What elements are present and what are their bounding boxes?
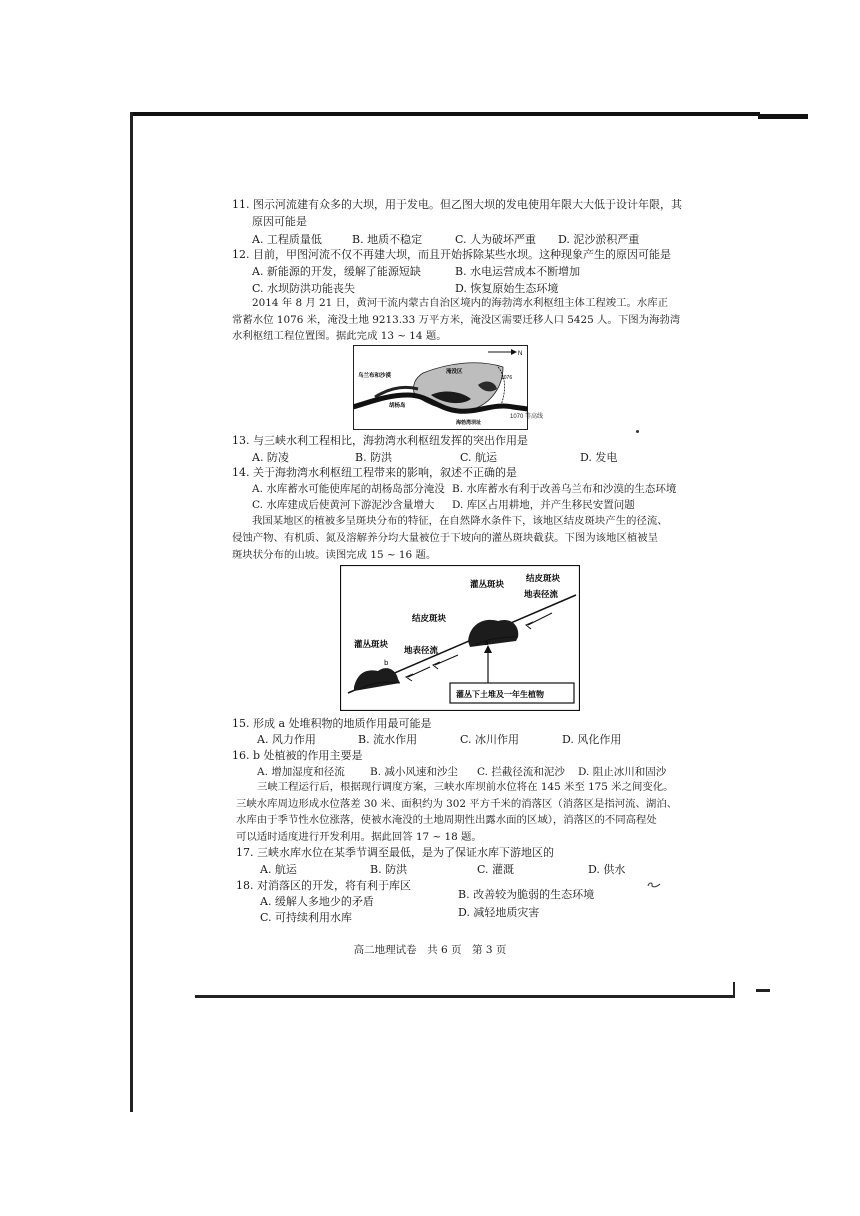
q12-option-c: C. 水坝防洪功能丧失 (252, 282, 356, 295)
q18-option-a: A. 缓解人多地少的矛盾 (260, 895, 374, 908)
q12-option-b: B. 水电运营成本不断增加 (455, 265, 581, 278)
passage2-line2: 侵蚀产物、有机质、氮及溶解养分均大量被位于下坡向的灌丛斑块截获。下图为该地区植被呈 (232, 532, 659, 544)
flood-zone-label: 淹没区 (446, 369, 463, 375)
q15-option-d: D. 风化作用 (562, 733, 622, 746)
passage3-line1: 三峡工程运行后，根据现行调度方案，三峡水库坝前水位将在 145 米至 175 米之间变化。 (257, 781, 674, 793)
q14-option-c: C. 水库建成后使黄河下游泥沙含量增大 (252, 499, 435, 511)
scan-border-bottom-tick (733, 982, 735, 996)
q16-option-b: B. 减小风速和沙尘 (370, 766, 458, 778)
shrub-patch-label-lower: 灌丛斑块 (354, 640, 389, 650)
q13-option-b: B. 防洪 (355, 451, 393, 464)
q15-option-a: A. 风力作用 (257, 733, 316, 746)
passage1-line1: 2014 年 8 月 21 日，黄河干流内蒙古自治区境内的海勃湾水利枢纽主体工程竣工。水库正 (252, 297, 669, 309)
q15-stem: 15. 形成 a 处堆积物的地质作用最可能是 (232, 717, 432, 730)
q11-option-c: C. 人为破坏严重 (455, 233, 537, 246)
scan-border-left (130, 112, 133, 1112)
q15-option-b: B. 流水作用 (358, 733, 418, 746)
passage1-line3: 水利枢纽工程位置图。据此完成 13 ~ 14 题。 (232, 330, 447, 342)
crust-patch-label-top: 结皮斑块 (526, 574, 561, 584)
q14-option-d: D. 库区占用耕地，并产生移民安置问题 (452, 499, 635, 511)
q11-option-b: B. 地质不稳定 (352, 233, 423, 246)
q16-option-d: D. 阻止冰川和固沙 (578, 766, 667, 778)
passage2-line1: 我国某地区的植被多呈斑块分布的特征，在自然降水条件下，该地区结皮斑块产生的径流、 (252, 515, 668, 527)
q14-option-a: A. 水库蓄水可能使库尾的胡杨岛部分淹没 (252, 483, 445, 495)
passage2-line3: 斑块状分布的山坡。读图完成 15 ~ 16 题。 (232, 549, 437, 561)
scan-border-top-right (758, 114, 808, 119)
haibowan-location-map (353, 345, 528, 430)
q16-option-a: A. 增加湿度和径流 (257, 766, 345, 778)
passage3-line2: 三峡水库周边形成水位落差 30 米、面积约为 302 平方千米的消落区（消落区是指河流、湖泊、 (236, 798, 678, 810)
q11-stem-line1: 11. 图示河流建有众多的大坝，用于发电。但乙图大坝的发电使用年限大大低于设计年限，其 (232, 198, 682, 211)
q16-stem: 16. b 处植被的作用主要是 (232, 749, 363, 762)
q12-stem: 12. 目前，甲图河流不仅不再建大坝，而且开始拆除某些水坝。这种现象产生的原因可能是 (232, 248, 671, 261)
q17-option-a: A. 航运 (260, 863, 297, 876)
map-legend-contour: 1070 等高线 (510, 414, 544, 420)
vegetation-patch-slope-figure (340, 565, 580, 711)
scan-border-bottom-right (756, 989, 770, 992)
q13-option-c: C. 航运 (460, 451, 498, 464)
q14-stem: 14. 关于海勃湾水利枢纽工程带来的影响，叙述不正确的是 (232, 466, 517, 479)
q17-option-b: B. 防洪 (370, 863, 408, 876)
surface-runoff-label-upper: 地表径流 (524, 590, 559, 600)
marker-a: a (484, 639, 489, 647)
scan-border-bottom (195, 995, 735, 998)
q11-option-d: D. 泥沙淤积严重 (558, 233, 640, 246)
q16-option-c: C. 拦截径流和泥沙 (477, 766, 565, 778)
q17-stem: 17. 三峡水库水位在某季节调至最低，是为了保证水库下游地区的 (236, 846, 554, 859)
q11-stem-line2: 原因可能是 (252, 215, 307, 228)
dam-site-label: 海勃湾坝址 (456, 420, 482, 426)
passage3-line4: 可以适时适度进行开发利用。据此回答 17 ~ 18 题。 (236, 831, 482, 843)
crust-patch-label-mid: 结皮斑块 (412, 614, 447, 624)
speck-mark (636, 430, 639, 433)
page-footer: 高二地理试卷 共 6 页 第 3 页 (353, 944, 507, 956)
q18-option-b: B. 改善较为脆弱的生态环境 (458, 888, 595, 901)
contour-1076-label: 1076 (501, 375, 513, 381)
q18-option-d: D. 减轻地质灾害 (458, 906, 540, 919)
mound-annual-plants-label: 灌丛下土堆及一年生植物 (456, 690, 544, 699)
pen-mark (646, 880, 662, 890)
q14-option-b: B. 水库蓄水有利于改善乌兰布和沙漠的生态环境 (452, 483, 677, 495)
q17-option-c: C. 灌溉 (477, 863, 515, 876)
shrub-patch-label-upper: 灌丛斑块 (470, 580, 505, 590)
huyang-island-label: 胡杨岛 (389, 403, 406, 409)
q17-option-d: D. 供水 (588, 863, 626, 876)
q13-option-d: D. 发电 (580, 451, 618, 464)
passage1-line2: 常蓄水位 1076 米，淹没土地 9213.33 万平方米，淹没区需要迁移人口 5425 人。下图为海勃湾 (232, 314, 681, 326)
q12-option-a: A. 新能源的开发，缓解了能源短缺 (252, 265, 421, 278)
q12-option-d: D. 恢复原始生态环境 (455, 282, 559, 295)
surface-runoff-label-lower: 地表径流 (404, 646, 439, 656)
q18-option-c: C. 可持续利用水库 (260, 911, 353, 924)
q13-option-a: A. 防凌 (252, 451, 289, 464)
q15-option-c: C. 冰川作用 (460, 733, 520, 746)
north-label: N (518, 351, 523, 357)
q13-stem: 13. 与三峡水利工程相比，海勃湾水利枢纽发挥的突出作用是 (232, 434, 528, 447)
marker-b: b (384, 659, 389, 667)
scan-border-top (130, 112, 760, 116)
desert-label: 乌兰布和沙漠 (358, 373, 392, 379)
passage3-line3: 水库由于季节性水位涨落，使被水淹没的土地周期性出露水面的区域），消落区的不同高程处 (236, 814, 657, 826)
q18-stem: 18. 对消落区的开发，将有利于库区 (236, 879, 411, 892)
q11-option-a: A. 工程质量低 (252, 233, 322, 246)
